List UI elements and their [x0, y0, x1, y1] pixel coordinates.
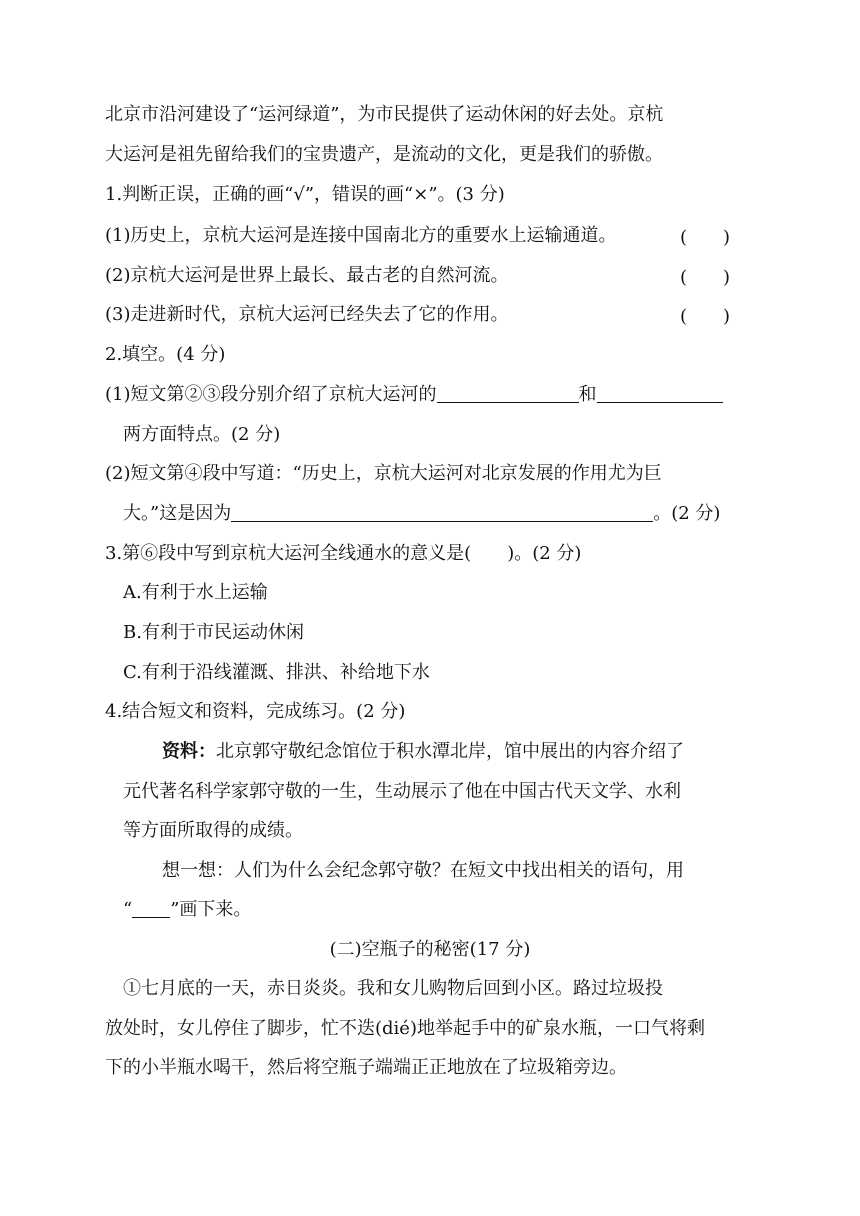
think-line [123, 897, 251, 923]
answer-blank[interactable] [132, 899, 170, 918]
part-text: 大。”这是因为 [123, 503, 232, 524]
answer-blank[interactable] [597, 384, 723, 403]
answer-paren[interactable]: ( ) [680, 306, 731, 327]
item-text: (3)走进新时代，京杭大运河已经失去了它的作用。 [105, 304, 509, 325]
passage-line: 北京市沿河建设了“运河绿道”，为市民提供了运动休闲的好去处。京杭 [105, 104, 664, 125]
question-4-stem: 4.结合短文和资料，完成练习。(2 分) [105, 701, 406, 722]
answer-blank[interactable] [437, 384, 579, 403]
material-line: 元代著名科学家郭守敬的一生，生动展示了他在中国古代天文学、水利 [123, 781, 681, 802]
question-2-part-1 [105, 382, 723, 408]
question-3-stem: 3.第⑥段中写到京杭大运河全线通水的意义是( )。(2 分) [105, 543, 582, 564]
option-a: A.有利于水上运输 [123, 582, 268, 603]
section-title: (二)空瓶子的秘密(17 分) [329, 939, 531, 960]
answer-paren[interactable]: ( ) [680, 227, 731, 248]
answer-blank[interactable] [231, 503, 653, 522]
passage-line: 大运河是祖先留给我们的宝贵遗产，是流动的文化，更是我们的骄傲。 [105, 144, 663, 165]
material-text: 北京郭守敬纪念馆位于积水潭北岸，馆中展出的内容介绍了 [216, 741, 684, 762]
question-1-stem: 1.判断正误，正确的画“√”，错误的画“×”。(3 分) [105, 184, 505, 205]
option-b: B.有利于市民运动休闲 [123, 622, 304, 643]
question-2-stem: 2.填空。(4 分) [105, 344, 226, 365]
question-2-part-2-cont [123, 501, 720, 527]
passage2-line: 放处时，女儿停住了脚步，忙不迭(dié)地举起手中的矿泉水瓶，一口气将剩 [105, 1018, 705, 1039]
option-c: C.有利于沿线灌溉、排洪、补给地下水 [123, 662, 430, 683]
part-text: 和 [578, 384, 597, 405]
question-1-item [105, 223, 617, 249]
material-label: 资料： [162, 741, 216, 762]
think-line: 想一想：人们为什么会纪念郭守敬？在短文中找出相关的语句，用 [162, 860, 684, 881]
question-1-item [105, 302, 509, 328]
answer-paren[interactable]: ( ) [680, 267, 731, 288]
question-2-part-2: (2)短文第④段中写道：“历史上，京杭大运河对北京发展的作用尤为巨 [105, 463, 662, 484]
passage2-line: 下的小半瓶水喝干，然后将空瓶子端端正正地放在了垃圾箱旁边。 [105, 1057, 627, 1078]
material-line: 等方面所取得的成绩。 [123, 820, 303, 841]
item-text: (2)京杭大运河是世界上最长、最古老的自然河流。 [105, 265, 509, 286]
passage2-line: ①七月底的一天，赤日炎炎。我和女儿购物后回到小区。路过垃圾投 [123, 978, 663, 999]
part-text: 。(2 分) [653, 503, 721, 524]
item-text: (1)历史上，京杭大运河是连接中国南北方的重要水上运输通道。 [105, 225, 617, 246]
think-text: ”画下来。 [170, 899, 252, 920]
question-1-item [105, 263, 509, 289]
quote-open: “ [123, 899, 133, 920]
material-line [162, 739, 684, 765]
part-text: (1)短文第②③段分别介绍了京杭大运河的 [105, 384, 437, 405]
question-2-part-1-cont: 两方面特点。(2 分) [123, 424, 281, 445]
